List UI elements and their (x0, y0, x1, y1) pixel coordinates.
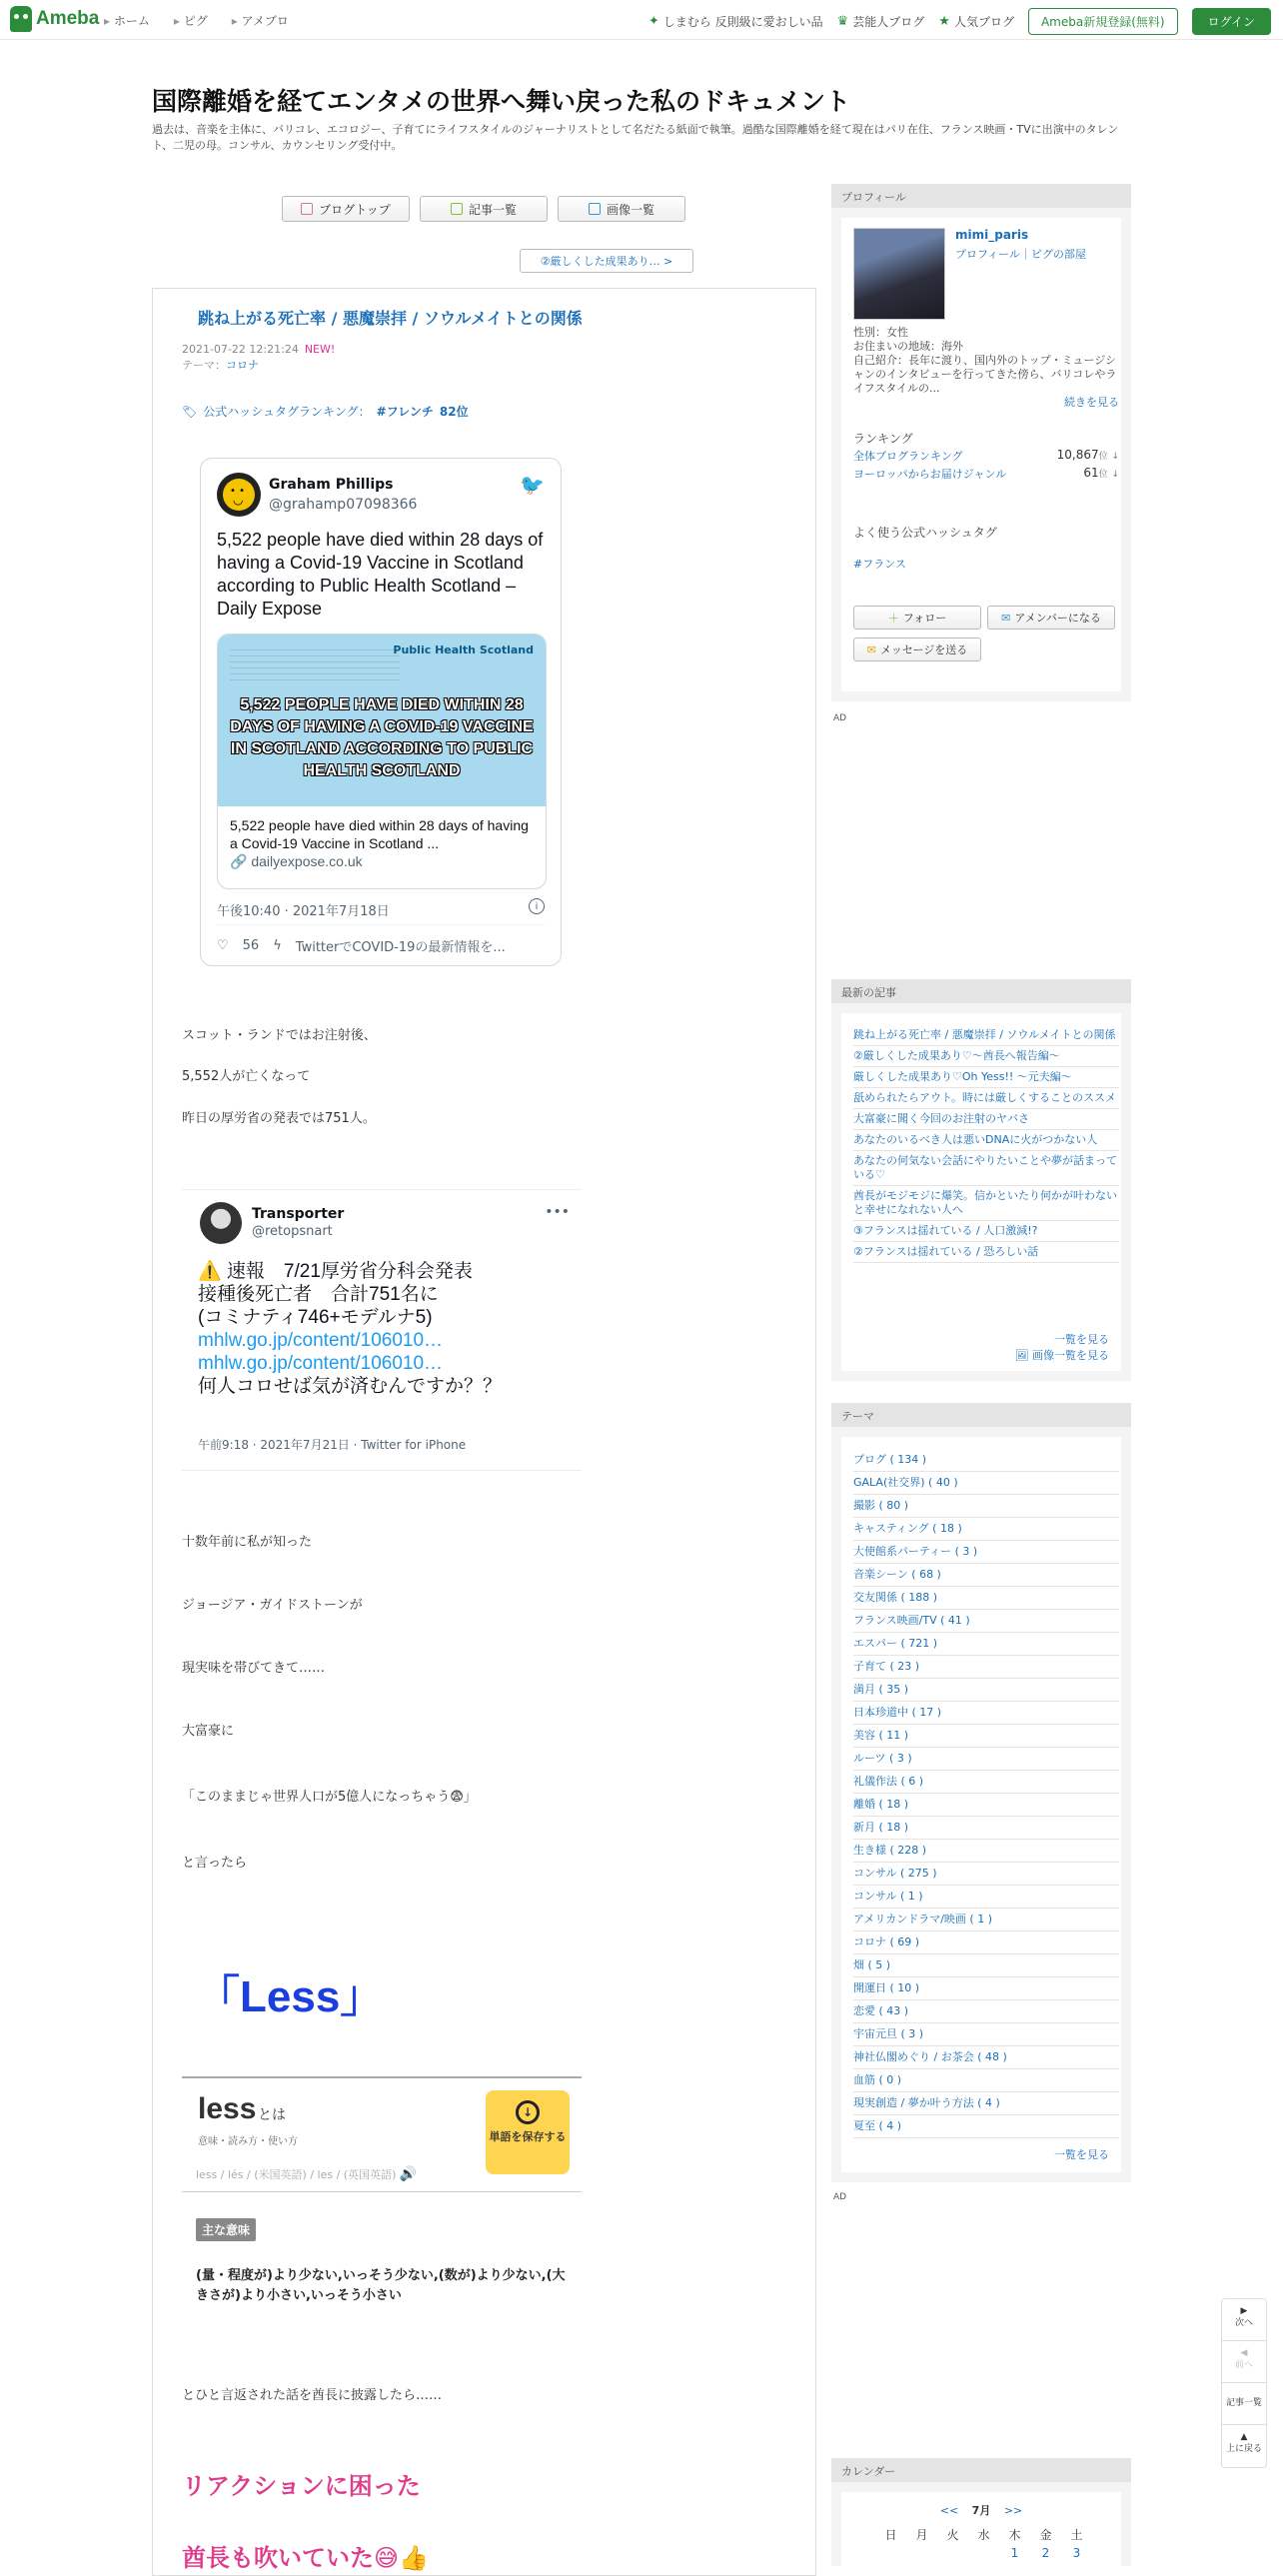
entry-theme-link[interactable]: コロナ (226, 359, 259, 372)
top-nav (104, 12, 289, 29)
rank-value: 61 (1083, 466, 1099, 480)
theme-link[interactable]: 音楽シーン ( 68 ) (853, 1564, 1119, 1587)
theme-link[interactable]: 畑 ( 5 ) (853, 1954, 1119, 1977)
entry-date: 2021-07-22 12:21:24 (182, 343, 299, 356)
theme-more-link[interactable]: 一覧を見る (1054, 2148, 1109, 2161)
paragraph: とひと言返された話を酋長に披露したら…… (182, 2388, 443, 2403)
profile-inner (841, 218, 1121, 691)
tweet-link[interactable]: mhlw.go.jp/content/106010… (198, 1353, 444, 1374)
recent-entry-link[interactable]: ③フランスは揺れている / 人口激減!? (853, 1221, 1119, 1242)
tweet-author-name[interactable]: Transporter (252, 1206, 345, 1222)
crown-icon: ♛ (836, 14, 849, 29)
calendar-widget (831, 2458, 1131, 2566)
message-label: メッセージを送る (879, 644, 968, 656)
dict-toha: とは (258, 2107, 286, 2123)
theme-link[interactable]: 撮影 ( 80 ) (853, 1495, 1119, 1518)
star-icon: ★ (938, 14, 950, 29)
dictionary-card[interactable] (182, 2076, 582, 2192)
blog-tabs (282, 196, 685, 222)
profile-gender: 性別：女性 (853, 326, 908, 339)
floating-entry-nav (1221, 2298, 1267, 2468)
rank-unit: 位 (1098, 470, 1108, 480)
tweet-author-name[interactable]: Graham Phillips (269, 477, 394, 493)
profile-intro: 自己紹介：長年に渡り、国内外のトップ・ミュージシャンのインタビューを行ってきた傍ら、バリコレやライフスタイルの... (853, 354, 1117, 395)
amember-icon: ✉ (1001, 611, 1011, 625)
calendar-prev[interactable]: << (939, 2504, 959, 2517)
divider (217, 924, 545, 925)
theme-link[interactable]: 恋愛 ( 43 ) (853, 2000, 1119, 2023)
weekday: 水 (977, 2528, 990, 2542)
envelope-icon: ✉ (866, 643, 876, 656)
new-badge: NEW! (304, 343, 336, 356)
calendar-day (906, 2546, 937, 2560)
tab-label: 記事一覧 (468, 202, 517, 217)
tweet-link-card[interactable] (217, 634, 547, 889)
paragraph: 大富豪に (182, 1724, 235, 1739)
weekday: 木 (1008, 2528, 1021, 2542)
calendar-day[interactable]: 1 (1010, 2546, 1019, 2560)
up-arrow-icon: ▲ (1240, 2432, 1248, 2442)
popular-blog-link[interactable] (938, 13, 1014, 30)
rank-unit: 位 (1098, 452, 1108, 462)
theme-link[interactable]: 満月 ( 35 ) (853, 1679, 1119, 1702)
image-list-label: 画像一覧を見る (1032, 1349, 1109, 1362)
hashtag-ranking-label: 公式ハッシュタグランキング： (203, 405, 371, 419)
weekday: 金 (1039, 2528, 1052, 2542)
recent-more-link[interactable]: 一覧を見る (1054, 1333, 1109, 1346)
weekday: 月 (915, 2528, 928, 2542)
promo-link[interactable] (648, 13, 823, 30)
theme-link[interactable]: 血筋 ( 0 ) (853, 2069, 1119, 2092)
tab-label: 画像一覧 (606, 202, 654, 217)
camera-icon (589, 203, 601, 215)
global-header (0, 0, 1283, 40)
document-thumbnail (230, 644, 400, 684)
twitter-bird-icon[interactable]: 🐦 (520, 473, 545, 497)
recent-entry-link[interactable]: あなたの何気ない会話にやりたいことや夢が話まっている♡ (853, 1151, 1119, 1186)
message-button[interactable] (853, 638, 981, 661)
play-icon: ▶ (1240, 2306, 1248, 2316)
theme-label: テーマ： (182, 359, 226, 372)
tweet-line: 何人コロせば気が済むんですか？？ (198, 1376, 503, 1397)
promo-link-label: しまむら 反則級に愛おしい品 (662, 15, 823, 29)
tweet-link[interactable]: mhlw.go.jp/content/106010… (198, 1330, 444, 1351)
theme-link[interactable]: 子育て ( 23 ) (853, 1656, 1119, 1679)
avatar[interactable] (217, 473, 261, 517)
calendar-next[interactable]: >> (1003, 2504, 1023, 2517)
calendar-day[interactable]: 3 (1072, 2546, 1081, 2560)
tweet-line: 接種後死亡者 合計751名に (198, 1284, 439, 1305)
prev-entry-button[interactable] (1222, 2341, 1266, 2383)
register-button[interactable]: Ameba新規登録(無料) (1028, 8, 1178, 35)
download-icon: ↓ (516, 2100, 540, 2124)
dict-pronunciation (196, 2166, 417, 2182)
ranking-row (853, 466, 1119, 482)
next-label: 次へ (1234, 2318, 1253, 2328)
entry-meta (182, 342, 335, 374)
list-icon (451, 203, 463, 215)
theme-link[interactable]: 神社仏閣めぐり / お茶会 ( 48 ) (853, 2046, 1119, 2069)
nav-ameblo[interactable]: ▸ アメブロ (232, 12, 289, 29)
nav-pigg[interactable]: ▸ ピグ (174, 12, 208, 29)
theme-widget (831, 1403, 1131, 2182)
celebrity-blog-label: 芸能人ブログ (852, 15, 925, 29)
more-options-icon[interactable]: ••• (545, 1204, 570, 1220)
card-domain: dailyexpose.co.uk (251, 853, 363, 869)
entry-list-button[interactable] (1222, 2383, 1266, 2425)
back-icon: ◀ (1240, 2348, 1248, 2358)
amember-button[interactable] (987, 606, 1115, 630)
like-count: 56 (242, 938, 260, 953)
calendar-week (875, 2546, 1092, 2560)
tab-label: ブログトップ (319, 202, 391, 217)
weekday: 火 (946, 2528, 959, 2542)
entry-title[interactable]: 跳ね上がる死亡率 / 悪魔崇拝 / ソウルメイトとの関係 (198, 309, 583, 328)
login-button[interactable]: ログイン (1192, 8, 1271, 35)
theme-list (853, 1449, 1119, 2138)
theme-link[interactable]: 日本珍道中 ( 17 ) (853, 1702, 1119, 1725)
theme-link[interactable]: 新月 ( 18 ) (853, 1817, 1119, 1840)
ranking-label: ランキング (853, 432, 913, 446)
hashtag-label: よく使う公式ハッシュタグ (853, 526, 997, 540)
tab-image-list[interactable] (558, 196, 685, 222)
tweet-timestamp[interactable]: 午前9:18 · 2021年7月21日 · Twitter for iPhone (198, 1438, 467, 1452)
link-card-image (218, 635, 546, 806)
calendar-inner (841, 2492, 1121, 2566)
tweet-line: (コミナティ746+モデルナ5) (198, 1307, 433, 1328)
link-icon: 🔗 (230, 853, 248, 869)
plus-icon: ＋ (887, 612, 899, 625)
recent-entries-widget (831, 979, 1131, 1381)
paragraph: と言ったら (182, 1856, 248, 1871)
widget-heading: 最新の記事 (831, 979, 1131, 1003)
meaning-badge: 主な意味 (196, 2218, 256, 2241)
large-heading-less: 「Less」 (196, 1972, 385, 2021)
paragraph: 昨日の厚労省の発表では751人。 (182, 1111, 376, 1126)
popular-blog-label: 人気ブログ (953, 15, 1014, 29)
ameba-mascot-icon (10, 6, 32, 32)
calendar-day[interactable]: 2 (1041, 2546, 1050, 2560)
arrow-down-icon: ↓ (1111, 452, 1119, 462)
prev-entry-link[interactable]: ②厳しくした成果あり… > (520, 249, 693, 273)
calendar-nav (841, 2502, 1121, 2518)
hashtag: #フレンチ (376, 405, 434, 419)
recent-entry-link[interactable]: 舐められたらアウト。時には厳しくすることのススメ (853, 1088, 1119, 1109)
paragraph: 5,552人が亡くなって (182, 1069, 311, 1084)
calendar-weekdays (875, 2526, 1092, 2543)
dict-word: less (198, 2092, 257, 2125)
calendar-day (937, 2546, 968, 2560)
embedded-tweet-1[interactable] (200, 458, 562, 966)
theme-link[interactable]: 離婚 ( 18 ) (853, 1794, 1119, 1817)
nav-home[interactable]: ▸ ホーム (104, 12, 150, 29)
header-right (648, 8, 1271, 35)
theme-link[interactable]: 交友関係 ( 188 ) (853, 1587, 1119, 1610)
pink-heading: リアクションに困った (182, 2472, 421, 2500)
recent-entry-link[interactable]: ②フランスは揺れている / 恐ろしい話 (853, 1242, 1119, 1263)
ranking-row (853, 448, 1119, 464)
widget-heading: テーマ (831, 1403, 1131, 1427)
ad-label: AD (833, 713, 847, 723)
recent-inner (841, 1013, 1121, 1371)
tweet-text (198, 1260, 578, 1398)
theme-link[interactable]: キャスティング ( 18 ) (853, 1518, 1119, 1541)
meaning-text: (量・程度が)より少ない,いっそう少ない,(数が)より少ない,(大きさが)より小さい,いっそう小さい (196, 2268, 566, 2303)
tab-blog-top[interactable] (282, 196, 410, 222)
amember-label: アメンバーになる (1014, 612, 1101, 625)
share-link[interactable]: TwitterでCOVID-19の最新情報を... (295, 940, 506, 955)
recent-entry-link[interactable]: ②厳しくした成果あり♡〜酋長へ報告編〜 (853, 1046, 1119, 1067)
widget-heading: カレンダー (831, 2458, 1131, 2482)
save-word-button[interactable] (486, 2090, 570, 2174)
save-word-label: 単語を保存する (489, 2130, 567, 2143)
bolt-icon[interactable]: ϟ (273, 938, 282, 953)
ranking-link[interactable]: 全体ブログランキング (853, 450, 963, 463)
speaker-icon[interactable]: 🔊 (399, 2166, 418, 2182)
next-entry-button[interactable] (1222, 2299, 1266, 2341)
recent-entry-link[interactable]: 厳しくした成果あり♡Oh Yess!! 〜元夫編〜 (853, 1067, 1119, 1088)
paragraph: 現実味を帯びてきて…… (182, 1661, 326, 1676)
image-list-link[interactable] (1015, 1347, 1109, 1363)
logo-text: Ameba (36, 8, 100, 29)
top-label: 上に戻る (1225, 2444, 1262, 2454)
profile-widget (831, 184, 1131, 701)
recent-list (853, 1025, 1119, 1263)
tweet-author-handle[interactable]: @grahamp07098366 (269, 497, 418, 513)
follow-label: フォロー (902, 612, 947, 625)
sparkle-icon: ✦ (647, 14, 659, 29)
theme-link[interactable]: ブログ ( 134 ) (853, 1449, 1119, 1472)
paragraph: 「このままじゃ世界人口が5億人になっちゃう😨」 (182, 1790, 477, 1805)
image-icon: 🖼 (1014, 1349, 1029, 1362)
profile-photo[interactable] (853, 228, 945, 320)
weekday: 日 (884, 2528, 897, 2542)
recent-entry-link[interactable]: 跳ね上がる死亡率 / 悪魔崇拝 / ソウルメイトとの関係 (853, 1025, 1119, 1046)
tweet-text: 5,522 people have died within 28 days of having a Covid-19 Vaccine in Scotland according to Public Health Scotland – Daily Expose (217, 530, 544, 619)
profile-links[interactable]: プロフィール｜ピグの部屋 (955, 248, 1086, 261)
tab-entry-list[interactable] (420, 196, 548, 222)
smiley-avatar-icon (223, 479, 255, 511)
profile-area: お住まいの地域：海外 (853, 340, 963, 353)
embedded-tweet-2[interactable] (182, 1189, 582, 1471)
ameba-logo[interactable] (10, 6, 99, 32)
tag-icon: 🏷 (182, 404, 198, 419)
theme-link[interactable]: 開運日 ( 10 ) (853, 1977, 1119, 2000)
rank-value: 10,867 (1056, 448, 1099, 462)
tweet-actions (217, 936, 506, 955)
theme-link[interactable]: コンサル ( 1 ) (853, 1886, 1119, 1909)
profile-info (853, 326, 1119, 410)
document-icon (301, 203, 313, 215)
profile-hashtag[interactable]: #フランス (853, 558, 906, 571)
theme-link[interactable]: 夏至 ( 4 ) (853, 2115, 1119, 2138)
card-text (218, 806, 546, 880)
paragraph: スコット・ランドではお注射後、 (182, 1028, 377, 1043)
theme-link[interactable]: コロナ ( 69 ) (853, 1932, 1119, 1954)
ranking-link[interactable]: ヨーロッパからお届けジャンル (853, 468, 1007, 481)
card-title: 5,522 people have died within 28 days of having a Covid-19 Vaccine in Scotland ... (230, 817, 529, 851)
arrow-down-icon: ↓ (1111, 470, 1119, 480)
card-brand: Public Health Scotland (393, 644, 534, 656)
recent-entry-link[interactable]: 大富豪に聞く今回のお注射のヤバさ (853, 1109, 1119, 1130)
theme-inner (841, 1437, 1121, 2172)
prev-label: 前へ (1234, 2360, 1253, 2370)
recent-entry-link[interactable]: あなたのいるべき人は悪いDNAに火がつかない人 (853, 1130, 1119, 1151)
widget-heading: プロフィール (831, 184, 1131, 208)
avatar[interactable] (200, 1202, 242, 1244)
pronunciation-text: less / lés / (米国英語) / les / (英国英語) (196, 2168, 397, 2181)
paragraph: ジョージア・ガイドストーンが (182, 1598, 363, 1613)
theme-link[interactable]: フランス映画/TV ( 41 ) (853, 1610, 1119, 1633)
weekday: 土 (1070, 2528, 1083, 2542)
theme-link[interactable]: 美容 ( 11 ) (853, 1725, 1119, 1748)
ad-label: AD (833, 2192, 847, 2202)
heart-icon[interactable]: ♡ (217, 938, 229, 953)
hashtag-ranking[interactable] (182, 403, 469, 420)
calendar-day (875, 2546, 906, 2560)
card-headline: 5,522 PEOPLE HAVE DIED WITHIN 28 DAYS OF HAVING A COVID-19 VACCINE IN SCOTLAND ACCORDING TO PUBLIC HEALTH SCOTLAND (230, 696, 534, 779)
theme-link[interactable]: 現実創造 / 夢か叶う方法 ( 4 ) (853, 2092, 1119, 2115)
list-label: 記事一覧 (1225, 2398, 1262, 2408)
theme-link[interactable]: GALA(社交界) ( 40 ) (853, 1472, 1119, 1495)
blog-description: 過去は、音楽を主体に、バリコレ、エコロジー、子育てにライフスタイルのジャーナリストとして名だたる紙面で執筆。過酷な国際離婚を経て現在はパリ在住、フランス映画・TVに出演中のタレント、二児の母。コンサル、カウンセリング受付中。 (152, 123, 1119, 152)
blog-title[interactable]: 国際離婚を経てエンタメの世界へ舞い戻った私のドキュメント (152, 87, 851, 116)
theme-link[interactable]: コンサル ( 275 ) (853, 1863, 1119, 1886)
follow-button[interactable] (853, 606, 981, 630)
profile-name[interactable]: mimi_paris (955, 228, 1029, 242)
theme-link[interactable]: 大使館系パーティー ( 3 ) (853, 1541, 1119, 1564)
theme-link[interactable]: 礼儀作法 ( 6 ) (853, 1771, 1119, 1794)
recent-entry-link[interactable]: 酋長がモジモジに爆笑。信かといたり何かが叶わないと幸せになれない人へ (853, 1186, 1119, 1221)
tweet-author-handle[interactable]: @retopsnart (252, 1224, 333, 1239)
info-icon[interactable]: i (529, 898, 545, 914)
theme-link[interactable]: 生き様 ( 228 ) (853, 1840, 1119, 1863)
back-to-top-button[interactable] (1222, 2425, 1266, 2467)
calendar-day (968, 2546, 999, 2560)
tweet-timestamp[interactable]: 午後10:40 · 2021年7月18日 (217, 904, 390, 919)
paragraph: 十数年前に私が知った (182, 1535, 313, 1550)
theme-link[interactable]: 宇宙元旦 ( 3 ) (853, 2023, 1119, 2046)
read-more-link[interactable]: 続きを見る (1064, 396, 1119, 409)
celebrity-blog-link[interactable] (837, 13, 925, 30)
hashtag-rank: 82位 (439, 405, 469, 419)
theme-link[interactable]: エスパー ( 721 ) (853, 1633, 1119, 1656)
tweet-line: ⚠️ 速報 7/21厚労省分科会発表 (198, 1261, 473, 1282)
dict-subtitle: 意味・読み方・使い方 (198, 2136, 298, 2147)
calendar-month: 7月 (971, 2504, 991, 2517)
theme-link[interactable]: ルーツ ( 3 ) (853, 1748, 1119, 1771)
pink-heading: 酋長も吹いていた😅👍 (182, 2544, 429, 2572)
theme-link[interactable]: アメリカンドラマ/映画 ( 1 ) (853, 1909, 1119, 1932)
